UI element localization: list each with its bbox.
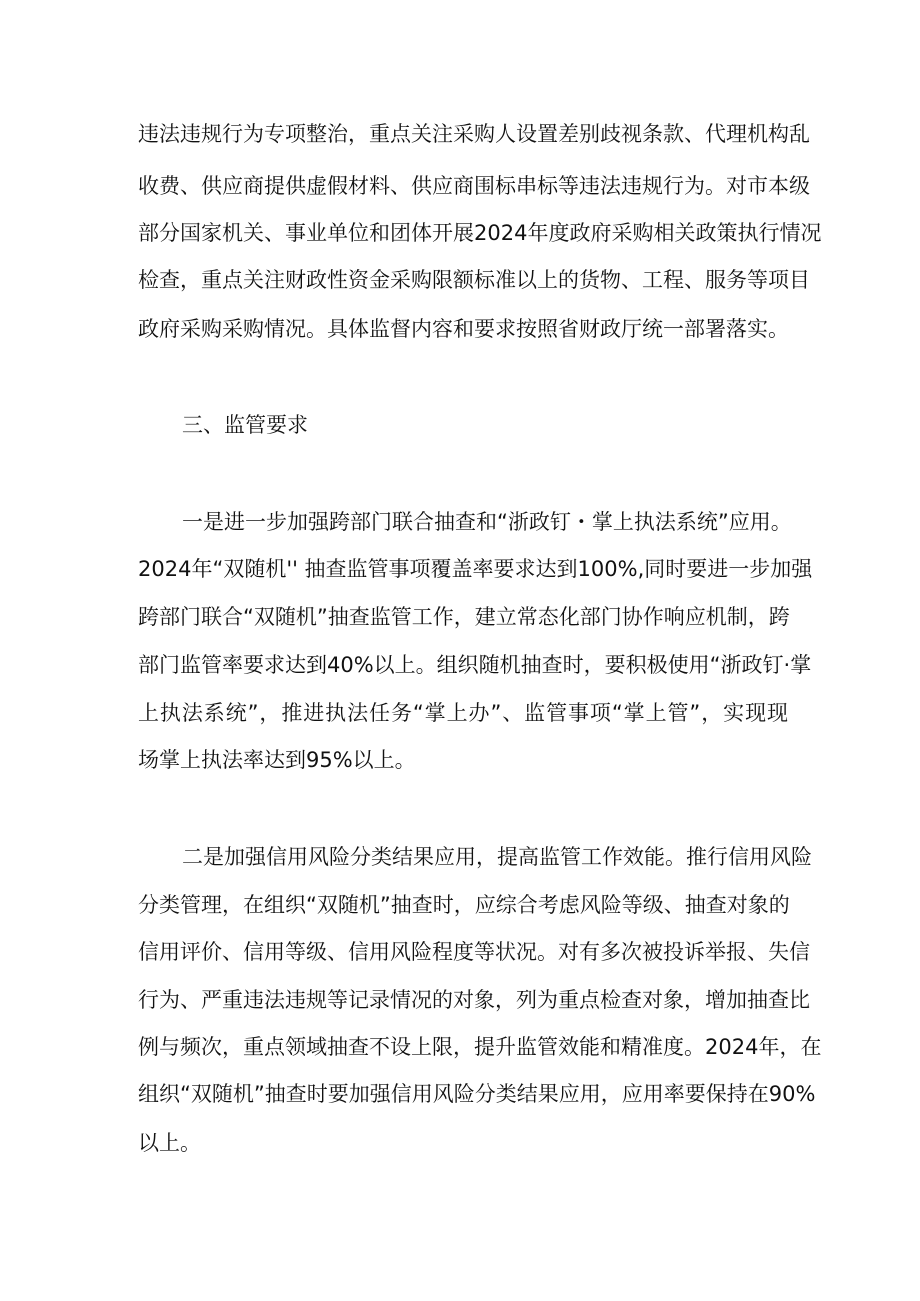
paragraph-line: 场掌上执法率达到95%以上。 xyxy=(138,748,416,772)
paragraph-line: 信用评价、信用等级、信用风险程度等状况。对有多次被投诉举报、失信 xyxy=(138,940,810,964)
paragraph-line: 政府采购采购情况。具体监督内容和要求按照省财政厅统一部署落实。 xyxy=(138,317,789,341)
paragraph-line: 部分国家机关、事业单位和团体开展2024年度政府采购相关政策执行情况 xyxy=(138,221,822,245)
paragraph-line: 分类管理，在组织“双随机”抽查时，应综合考虑风险等级、抽查对象的 xyxy=(138,893,790,917)
paragraph-line: 检查，重点关注财政性资金采购限额标准以上的货物、工程、服务等项目 xyxy=(138,268,810,292)
paragraph-line: 一是进一步加强跨部门联合抽查和“浙政钉・掌上执法系统”应用。 xyxy=(182,510,792,534)
paragraph-line: 跨部门联合“双随机”抽查监管工作，建立常态化部门协作响应机制，跨 xyxy=(138,605,790,629)
section-heading: 三、监管要求 xyxy=(182,413,308,437)
paragraph-line: 行为、严重违法违规等记录情况的对象，列为重点检查对象，增加抽查比 xyxy=(138,988,810,1012)
paragraph-line: 例与频次，重点领域抽查不设上限，提升监管效能和精准度。2024年，在 xyxy=(138,1035,822,1059)
paragraph-line: 二是加强信用风险分类结果应用，提高监管工作效能。推行信用风险 xyxy=(182,845,812,869)
paragraph-line: 违法违规行为专项整治，重点关注采购人设置差别歧视条款、代理机构乱 xyxy=(138,122,810,146)
paragraph-line: 收费、供应商提供虚假材料、供应商围标串标等违法违规行为。对市本级 xyxy=(138,174,810,198)
paragraph-line: 上执法系统”，推进执法任务“掌上办”、监管事项“掌上管”，实现现 xyxy=(138,701,788,725)
paragraph-line: 组织“双随机”抽查时要加强信用风险分类结果应用，应用率要保持在90% xyxy=(138,1082,816,1106)
paragraph-line: 部门监管率要求达到40%以上。组织随机抽查时，要积极使用“浙政钉·掌 xyxy=(138,653,812,677)
paragraph-line: 以上。 xyxy=(138,1131,201,1155)
paragraph-line: 2024年“双随机'' 抽查监管事项覆盖率要求达到100%,同时要进一步加强 xyxy=(138,557,813,581)
